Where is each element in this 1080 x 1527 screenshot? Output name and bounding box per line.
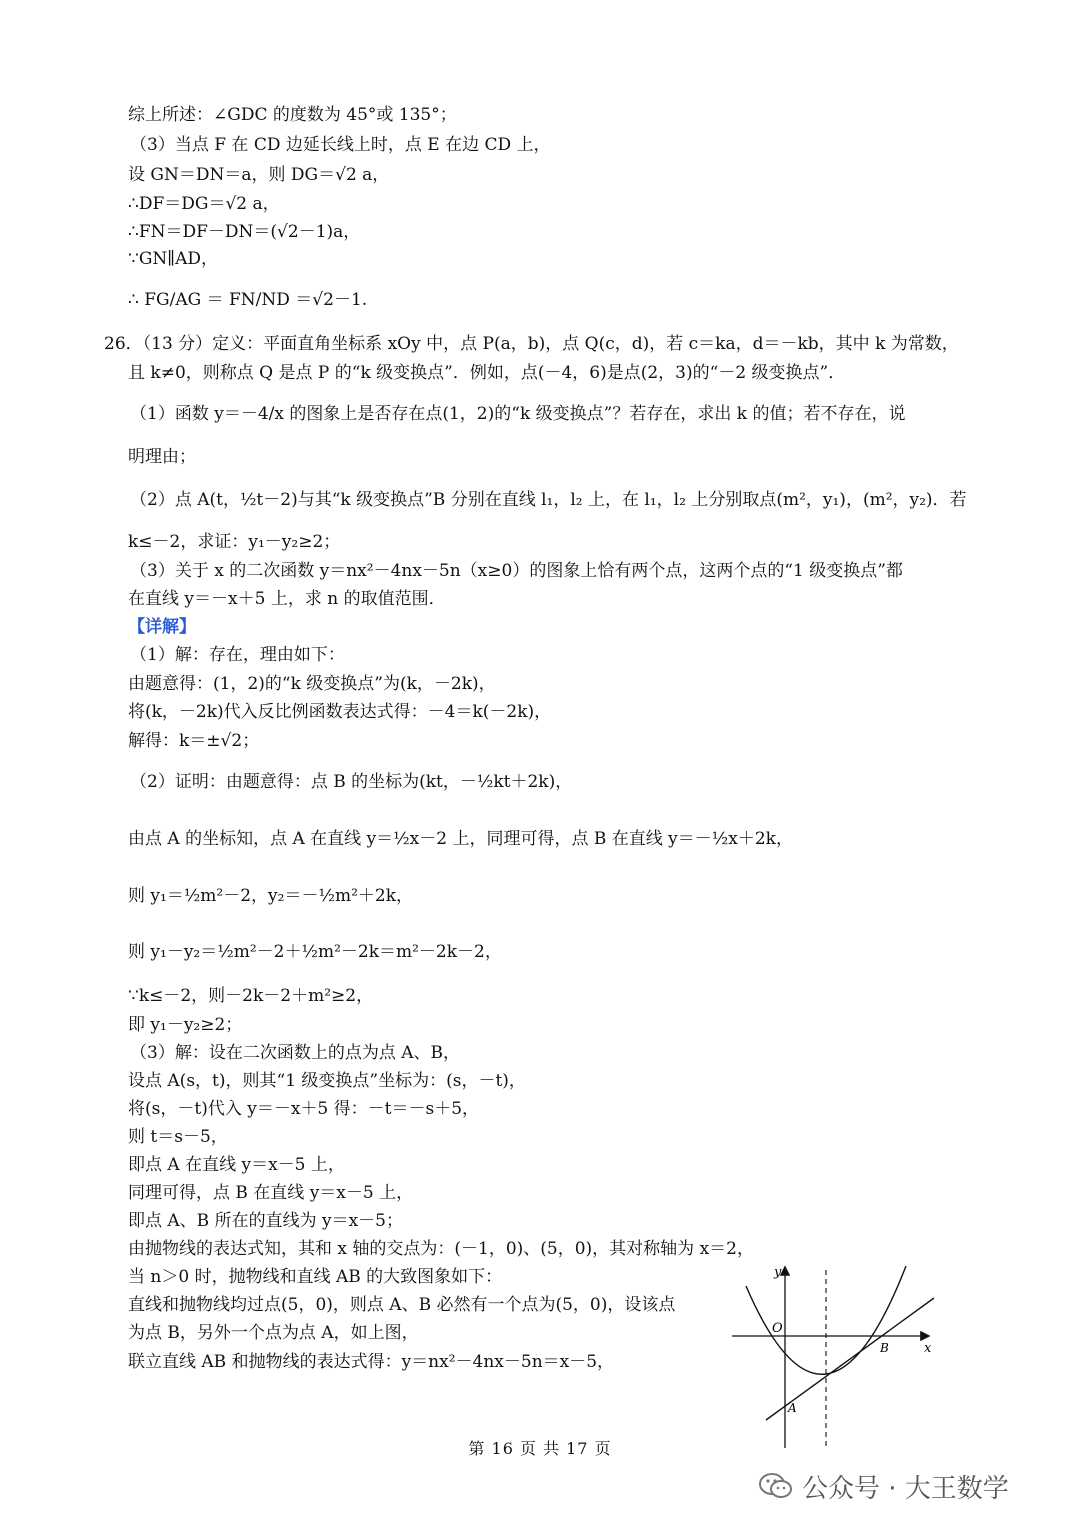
text-line: 由点 A 的坐标知，点 A 在直线 y＝½x－2 上，同理可得，点 B 在直线 y＝－½x＋2k， xyxy=(128,829,793,849)
text-line: 即点 A、B 所在的直线为 y＝x－5； xyxy=(128,1211,403,1231)
text-line: 将(s，－t)代入 y＝－x＋5 得：－t＝－s＋5， xyxy=(128,1099,480,1119)
y-axis-label: y xyxy=(774,1265,782,1280)
text-line: 在直线 y＝－x＋5 上，求 n 的取值范围． xyxy=(128,589,446,609)
text-line: 则 y₁＝½m²－2，y₂＝－½m²＋2k， xyxy=(128,886,413,906)
text-line: ∴FN＝DF－DN＝(√2－1)a， xyxy=(128,222,361,242)
text-line: 综上所述：∠GDC 的度数为 45°或 135°； xyxy=(128,105,457,125)
text-line: 由抛物线的表达式知，其和 x 轴的交点为：(－1，0)、(5，0)，其对称轴为 x＝2， xyxy=(128,1239,754,1259)
watermark-text: 公众号 · 大王数学 xyxy=(802,1473,1009,1504)
origin-label: O xyxy=(772,1321,783,1336)
watermark xyxy=(758,1466,1009,1506)
text-line: 同理可得，点 B 在直线 y＝x－5 上， xyxy=(128,1183,414,1203)
text-line: 解得：k＝±√2； xyxy=(128,731,260,751)
text-line: （3）解：设在二次函数上的点为点 A、B， xyxy=(130,1043,460,1063)
text-line: 则 t＝s－5， xyxy=(128,1127,228,1147)
text-line: （1）解：存在，理由如下： xyxy=(130,645,345,665)
point-b-label: B xyxy=(880,1341,889,1355)
text-line: 将(k，－2k)代入反比例函数表达式得：－4＝k(－2k)， xyxy=(128,702,552,722)
parabola-line-graph xyxy=(730,1262,940,1452)
text-line: ∵k≤－2，则－2k－2＋m²≥2， xyxy=(128,986,374,1006)
text-line: 联立直线 AB 和抛物线的表达式得：y＝nx²－4nx－5n＝x－5， xyxy=(128,1352,615,1372)
point-a-label: A xyxy=(788,1401,797,1415)
text-line: ∴ FG/AG ＝ FN/ND ＝√2－1. xyxy=(128,290,368,310)
text-line: 设 GN＝DN＝a，则 DG＝√2 a， xyxy=(128,165,390,185)
text-line: 即 y₁－y₂≥2； xyxy=(128,1015,243,1035)
text-line: 则 y₁－y₂＝½m²－2＋½m²－2k＝m²－2k－2， xyxy=(128,942,502,962)
text-line: ∵GN∥AD， xyxy=(128,249,219,269)
x-axis-label: x xyxy=(924,1341,932,1356)
text-line: 且 k≠0，则称点 Q 是点 P 的“k 级变换点”．例如，点(－4，6)是点(2，3)的“－2 级变换点”． xyxy=(128,363,846,383)
question-26: 26．（13 分）定义：平面直角坐标系 xOy 中，点 P(a，b)，点 Q(c，d)，若 c＝ka，d＝－kb，其中 k 为常数， xyxy=(104,334,959,354)
sub-question-2: （2）点 A(t，½t－2)与其“k 级变换点”B 分别在直线 l₁，l₂ 上，在 l₁，l₂ 上分别取点(m²，y₁)，(m²，y₂)．若 xyxy=(130,490,967,510)
text-line: 为点 B，另外一个点为点 A，如上图， xyxy=(128,1323,419,1343)
text-line: 即点 A 在直线 y＝x－5 上， xyxy=(128,1155,345,1175)
text-line: ∴DF＝DG＝√2 a， xyxy=(128,194,280,214)
text-line: 明理由； xyxy=(128,447,196,467)
page-footer: 第 16 页 共 17 页 xyxy=(468,1439,612,1458)
text-line: 当 n＞0 时，抛物线和直线 AB 的大致图象如下： xyxy=(128,1267,503,1287)
sub-question-1: （1）函数 y＝－4/x 的图象上是否存在点(1，2)的“k 级变换点”？若存在，求出 k 的值；若不存在，说 xyxy=(130,404,906,424)
text-line: 由题意得：(1，2)的“k 级变换点”为(k，－2k)， xyxy=(128,674,496,694)
wechat-icon xyxy=(758,1471,794,1501)
text-line: k≤－2，求证：y₁－y₂≥2； xyxy=(128,532,341,552)
text-line: 直线和抛物线均过点(5，0)，则点 A、B 必然有一个点为(5，0)，设该点 xyxy=(128,1295,676,1315)
detail-heading: 【详解】 xyxy=(128,617,196,637)
text-line: （3）当点 F 在 CD 边延长线上时，点 E 在边 CD 上， xyxy=(130,135,551,155)
sub-question-3: （3）关于 x 的二次函数 y＝nx²－4nx－5n（x≥0）的图象上恰有两个点，这两个点的“1 级变换点”都 xyxy=(130,561,903,581)
text-line: 设点 A(s，t)，则其“1 级变换点”坐标为：(s，－t)， xyxy=(128,1071,526,1091)
text-line: （2）证明：由题意得：点 B 的坐标为(kt，－½kt＋2k)， xyxy=(130,772,573,792)
